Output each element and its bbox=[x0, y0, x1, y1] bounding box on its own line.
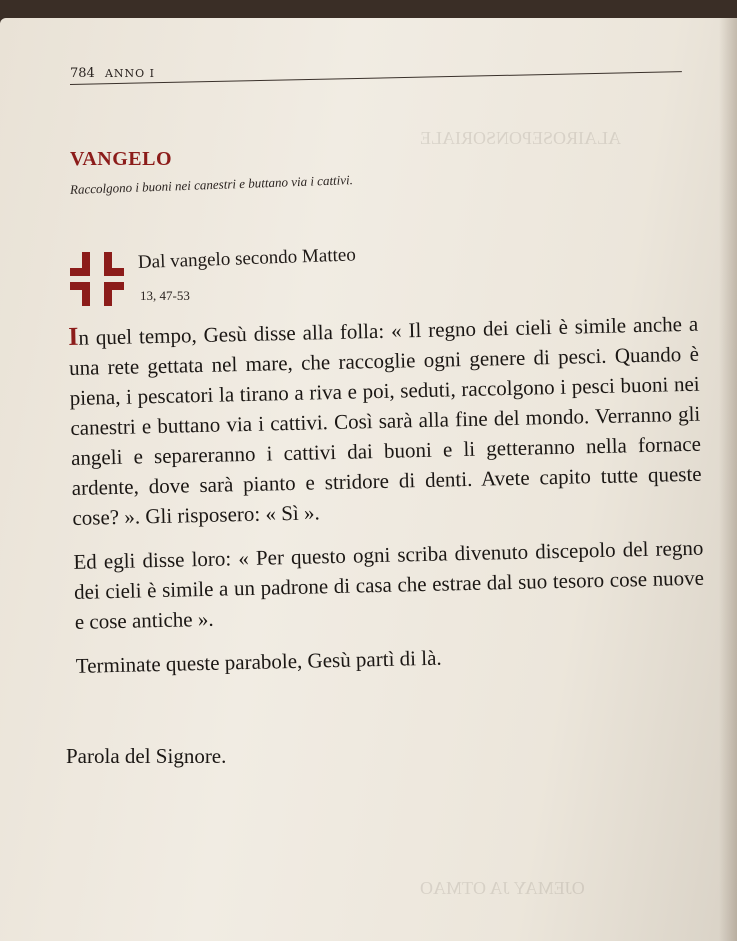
paragraph: Ed egli disse loro: « Per questo ogni scriba divenuto discepolo del regno dei cieli è simile a un padrone di casa che estrae dal suo tesoro cose nuove e cose antiche ». bbox=[73, 535, 705, 634]
show-through-text: OJEMAY JA OTMAO bbox=[420, 878, 585, 898]
paragraph-text: n quel tempo, Gesù disse alla folla: « Il regno dei cieli è simile anche a una rete gettata nel mare, che raccoglie ogni genere di pesci. Quando è piena, i pescatori la tirano a riva e poi, seduti, raccolgono i pesci buoni nei canestri e buttano via i cattivi. Così sarà alla fine del mondo. Verranno gli angeli e separeranno i cattivi dai buoni e li getteranno nella fornace ardente, dove sarà pianto e stridore di denti. Avete capito tutte queste cose? ». Gli risposero: « Sì ». bbox=[68, 311, 702, 530]
section-title: VANGELO bbox=[70, 148, 173, 170]
gospel-cross-icon bbox=[68, 250, 126, 308]
page-number: 784 bbox=[70, 66, 95, 81]
section-subtitle: Raccolgono i buoni nei canestri e buttano via i cattivi. bbox=[69, 172, 354, 197]
page-edge-shadow bbox=[719, 18, 737, 941]
paragraph: Terminate queste parabole, Gesù partì di là. bbox=[75, 645, 442, 678]
running-title: ANNO I bbox=[104, 67, 156, 80]
running-header bbox=[70, 66, 155, 81]
closing-acclamation: Parola del Signore. bbox=[66, 744, 227, 768]
show-through-text: ALAIROSEPONSORIALE bbox=[420, 128, 622, 148]
gospel-source-title: Dal vangelo secondo Matteo bbox=[137, 244, 357, 273]
gospel-reference: 13, 47-53 bbox=[140, 288, 190, 303]
gospel-body bbox=[68, 308, 706, 695]
paragraph bbox=[68, 308, 703, 533]
drop-cap: I bbox=[68, 321, 79, 351]
